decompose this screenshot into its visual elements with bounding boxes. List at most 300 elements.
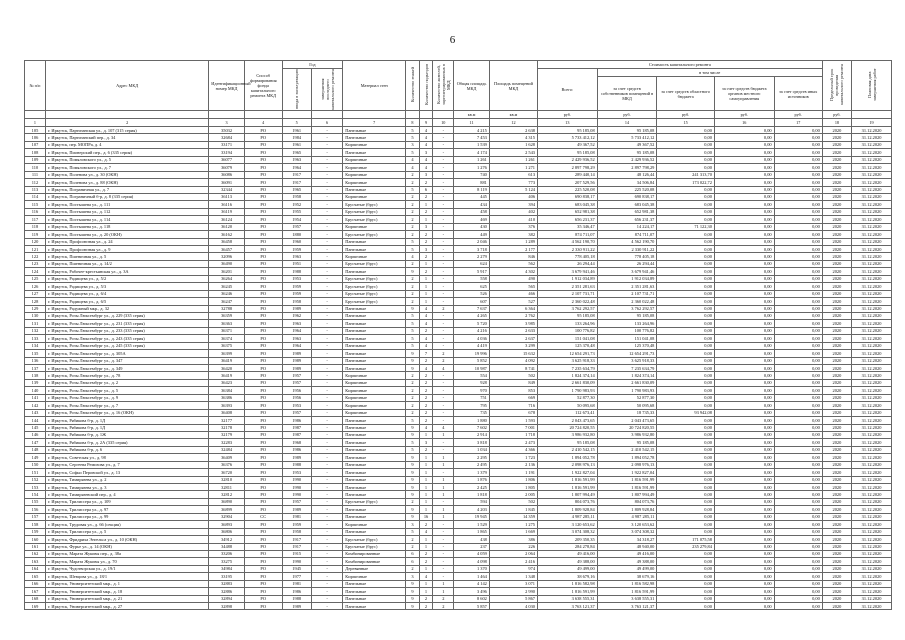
row-material: Панельные (343, 350, 406, 357)
table-row (25, 409, 892, 416)
row-material: Кирпичные (343, 379, 406, 386)
row-entrances: 1 (419, 469, 433, 476)
row-cost-local: 0,00 (714, 179, 774, 186)
row-method: РО (244, 223, 282, 230)
row-id: 36399 (209, 350, 245, 357)
row-cost-other: 0,00 (774, 298, 822, 305)
row-premises-area: 2 416 (489, 558, 537, 565)
header-method: Способ формирования фонда капитального ремонта МКД (244, 61, 282, 111)
row-premises-area: 2 762 (489, 312, 537, 319)
row-total-area: 1 261 (454, 156, 490, 163)
row-planned-date: 31.12.2020 (852, 439, 892, 446)
row-floors: 5 (406, 327, 420, 334)
column-number: 17 (774, 119, 822, 127)
column-number: 19 (852, 119, 892, 127)
row-year-completion: - (311, 595, 342, 602)
row-cost-regional: 0,00 (657, 268, 715, 275)
row-material: Панельные (343, 506, 406, 513)
row-year-completion: - (311, 491, 342, 498)
row-cost-local: 0,00 (714, 208, 774, 215)
row-year-completion: - (311, 528, 342, 535)
row-cost-other: 0,00 (774, 461, 822, 468)
row-max-year: 2020 (822, 179, 851, 186)
table-row (25, 342, 892, 349)
row-method: РО (244, 290, 282, 297)
row-planned-date: 31.12.2020 (852, 476, 892, 483)
row-premises-area: 386 (489, 536, 537, 543)
row-floors: 5 (406, 186, 420, 193)
header-cost-regional: за счет средств областного бюджета (657, 77, 715, 111)
row-floors: 5 (406, 335, 420, 342)
row-number: 140 (25, 387, 46, 394)
row-registered: - (433, 469, 454, 476)
row-number: 118 (25, 223, 46, 230)
unit-cost-local: руб. (714, 111, 774, 119)
row-cost-regional: 0,00 (657, 431, 715, 438)
row-cost-owners: 1 807 994,49 (597, 491, 657, 498)
row-cost-regional: 0,00 (657, 446, 715, 453)
row-cost-owners: 100 776,82 (597, 327, 657, 334)
row-total-area: 526 (454, 290, 490, 297)
row-id: 36363 (209, 320, 245, 327)
header-registered: Количество жителей, зарегистрированных в МКД (433, 61, 454, 111)
row-entrances: 1 (419, 298, 433, 305)
row-number: 160 (25, 536, 46, 543)
row-id: 36384 (209, 387, 245, 394)
row-planned-date: 31.12.2020 (852, 268, 892, 275)
row-cost-owners: 1 816 582,98 (597, 580, 657, 587)
row-cost-total: 1 816 591,99 (538, 484, 598, 491)
row-premises-area: 2 005 (489, 491, 537, 498)
row-cost-other: 0,00 (774, 260, 822, 267)
row-cost-local: 0,00 (714, 379, 774, 386)
row-entrances: 1 (419, 506, 433, 513)
row-registered: - (433, 283, 454, 290)
row-cost-regional: 171 075,58 (657, 536, 715, 543)
row-year-commission: 1956 (282, 387, 311, 394)
row-cost-regional: 0,00 (657, 506, 715, 513)
row-floors: 9 (406, 305, 420, 312)
row-cost-other: 0,00 (774, 417, 822, 424)
row-cost-regional: 0,00 (657, 275, 715, 282)
row-cost-local: 0,00 (714, 424, 774, 431)
row-method: РО (244, 595, 282, 602)
row-method: РО (244, 201, 282, 208)
row-method: РО (244, 134, 282, 141)
row-method: РО (244, 550, 282, 557)
row-entrances: 1 (419, 201, 433, 208)
row-cost-regional: 0,00 (657, 461, 715, 468)
row-material: Панельные (343, 603, 406, 610)
header-premises-area: Площадь помещений МКД (489, 61, 537, 111)
row-cost-owners: 48 126,44 (597, 171, 657, 178)
row-number: 115 (25, 201, 46, 208)
row-number: 105 (25, 127, 46, 134)
row-total-area: 4 216 (454, 327, 490, 334)
column-number: 14 (597, 119, 657, 127)
row-floors: 5 (406, 528, 420, 535)
row-id: 32904 (209, 513, 245, 520)
row-total-area: 430 (454, 223, 490, 230)
row-max-year: 2020 (822, 394, 851, 401)
row-registered: - (433, 320, 454, 327)
row-material: Панельные (343, 417, 406, 424)
row-cost-total: 1 816 591,99 (538, 476, 598, 483)
row-entrances: 1 (419, 454, 433, 461)
row-premises-area: 4 366 (489, 446, 537, 453)
row-year-completion: - (311, 394, 342, 401)
row-id: 36124 (209, 216, 245, 223)
row-registered: - (433, 141, 454, 148)
row-cost-total: 284 278,84 (538, 543, 598, 550)
row-premises-area: 527 (489, 298, 537, 305)
row-cost-other: 0,00 (774, 446, 822, 453)
row-id: 34984 (209, 565, 245, 572)
row-registered: - (433, 528, 454, 535)
row-cost-total: 50 095,68 (538, 402, 598, 409)
row-entrances: 4 (419, 312, 433, 319)
row-number: 127 (25, 290, 46, 297)
row-id: 32812 (209, 491, 245, 498)
row-max-year: 2020 (822, 417, 851, 424)
row-cost-local: 0,00 (714, 320, 774, 327)
row-year-commission: 1988 (282, 268, 311, 275)
row-year-commission: 1955 (282, 208, 311, 215)
row-registered: - (433, 409, 454, 416)
row-premises-area: 502 (489, 498, 537, 505)
row-method: РО (244, 246, 282, 253)
row-year-commission: 1989 (282, 603, 311, 610)
row-total-area: 5 852 (454, 357, 490, 364)
row-premises-area: 1 593 (489, 417, 537, 424)
row-material: Брусчатые (брус) (343, 201, 406, 208)
row-cost-other: 0,00 (774, 357, 822, 364)
row-cost-regional: 0,00 (657, 550, 715, 557)
row-max-year: 2020 (822, 409, 851, 416)
row-total-area: 1 529 (454, 521, 490, 528)
row-planned-date: 31.12.2020 (852, 171, 892, 178)
table-row (25, 476, 892, 483)
row-cost-owners: 1 816 591,99 (597, 588, 657, 595)
row-year-commission: 1989 (282, 506, 311, 513)
row-total-area: 434 (454, 201, 490, 208)
table-row (25, 603, 892, 610)
row-method: РО (244, 558, 282, 565)
row-number: 152 (25, 476, 46, 483)
row-year-commission: 1917 (282, 536, 311, 543)
row-id: 36119 (209, 208, 245, 215)
row-material: Панельные (343, 127, 406, 134)
row-premises-area: 15 632 (489, 350, 537, 357)
table-row (25, 424, 892, 431)
row-premises-area: 669 (489, 394, 537, 401)
row-material: Брусчатые (брус) (343, 231, 406, 238)
row-max-year: 2020 (822, 498, 851, 505)
row-premises-area: 14 359 (489, 513, 537, 520)
row-premises-area: 382 (489, 231, 537, 238)
row-number: 122 (25, 253, 46, 260)
table-row (25, 439, 892, 446)
row-year-commission: 1880 (282, 231, 311, 238)
row-method: РО (244, 342, 282, 349)
row-cost-other: 0,00 (774, 402, 822, 409)
row-total-area: 928 (454, 379, 490, 386)
header-address: Адрес МКД (45, 61, 208, 111)
row-cost-owners: 49 416,00 (597, 550, 657, 557)
row-max-year: 2020 (822, 424, 851, 431)
row-entrances: 6 (419, 186, 433, 193)
row-address: г. Иркутск, Марата Жуковы ул., д. 70 (45, 558, 208, 565)
row-number: 154 (25, 491, 46, 498)
row-year-completion: - (311, 417, 342, 424)
row-cost-owners: 3 120 653,62 (597, 521, 657, 528)
row-cost-other: 0,00 (774, 201, 822, 208)
table-row (25, 528, 892, 535)
row-floors: 3 (406, 141, 420, 148)
row-entrances: 1 (419, 580, 433, 587)
row-method: РО (244, 193, 282, 200)
row-registered: - (433, 246, 454, 253)
row-cost-local: 0,00 (714, 573, 774, 580)
row-cost-local: 0,00 (714, 149, 774, 156)
row-cost-regional: 0,00 (657, 417, 715, 424)
row-cost-owners: 2 351 281,63 (597, 283, 657, 290)
column-number: 4 (244, 119, 282, 127)
row-id: 36408 (209, 409, 245, 416)
column-number: 15 (657, 119, 715, 127)
row-address: г. Иркутск, Розы Люксембург ул., д. 78 (45, 372, 208, 379)
row-registered: - (433, 335, 454, 342)
row-planned-date: 31.12.2020 (852, 603, 892, 610)
row-year-commission: 1989 (282, 305, 311, 312)
row-planned-date: 31.12.2020 (852, 164, 892, 171)
row-material: Панельные (343, 335, 406, 342)
row-registered: - (433, 439, 454, 446)
row-number: 162 (25, 550, 46, 557)
header-year-group: Год (282, 61, 343, 69)
row-floors: 5 (406, 417, 420, 424)
row-number: 109 (25, 156, 46, 163)
row-material: Панельные (343, 327, 406, 334)
row-year-completion: - (311, 335, 342, 342)
row-premises-area: 1 628 (489, 141, 537, 148)
row-id: 36246 (209, 290, 245, 297)
row-method: РО (244, 127, 282, 134)
row-cost-local: 0,00 (714, 506, 774, 513)
row-max-year: 2020 (822, 603, 851, 610)
row-total-area: 2 495 (454, 461, 490, 468)
row-cost-total: 3 986 932,80 (538, 431, 598, 438)
row-year-completion: - (311, 550, 342, 557)
row-registered: - (433, 253, 454, 260)
row-id: 32179 (209, 431, 245, 438)
row-floors: 9 (406, 595, 420, 602)
row-cost-total: 151 041,08 (538, 335, 598, 342)
row-cost-owners: 7 235 634,79 (597, 365, 657, 372)
row-method: РО (244, 141, 282, 148)
row-total-area: 2 279 (454, 253, 490, 260)
row-planned-date: 31.12.2020 (852, 208, 892, 215)
row-year-commission: 1990 (282, 476, 311, 483)
row-max-year: 2020 (822, 550, 851, 557)
row-max-year: 2020 (822, 528, 851, 535)
row-address: г. Иркутск, Университетский мкр., д. 1 (45, 580, 208, 587)
row-id: 32788 (209, 305, 245, 312)
row-cost-other: 0,00 (774, 379, 822, 386)
row-total-area: 735 (454, 409, 490, 416)
row-floors: 2 (406, 372, 420, 379)
row-year-completion: - (311, 543, 342, 550)
row-premises-area: 613 (489, 171, 537, 178)
header-year-completion: завершения последнего капитального ремонта (311, 69, 342, 111)
row-address: г. Иркутск, Трудовая ул., д. 66 (секция) (45, 521, 208, 528)
row-method: РО (244, 439, 282, 446)
row-planned-date: 31.12.2020 (852, 550, 892, 557)
row-year-commission: 1957 (282, 498, 311, 505)
row-number: 153 (25, 484, 46, 491)
row-registered: - (433, 379, 454, 386)
row-material: Кирпичные (343, 164, 406, 171)
row-cost-other: 0,00 (774, 372, 822, 379)
row-max-year: 2020 (822, 573, 851, 580)
row-cost-owners: 18 735,33 (597, 409, 657, 416)
row-cost-local: 0,00 (714, 387, 774, 394)
row-year-completion: - (311, 201, 342, 208)
row-entrances: 4 (419, 424, 433, 431)
row-entrances: 2 (419, 603, 433, 610)
row-cost-local: 0,00 (714, 580, 774, 587)
row-max-year: 2020 (822, 491, 851, 498)
row-cost-total: 225 520,08 (538, 186, 598, 193)
table-row (25, 134, 892, 141)
row-cost-local: 0,00 (714, 275, 774, 282)
row-year-commission: 1953 (282, 469, 311, 476)
header-cost-group: Стоимость капитального ремонта (538, 61, 823, 69)
row-number: 111 (25, 171, 46, 178)
row-number: 120 (25, 238, 46, 245)
row-number: 161 (25, 543, 46, 550)
row-id: 36419 (209, 372, 245, 379)
header-entrances: Количество подъездов (419, 61, 433, 111)
row-planned-date: 31.12.2020 (852, 372, 892, 379)
row-cost-local: 0,00 (714, 268, 774, 275)
row-cost-other: 0,00 (774, 521, 822, 528)
table-row (25, 372, 892, 379)
row-cost-regional: 0,00 (657, 186, 715, 193)
row-number: 147 (25, 439, 46, 446)
row-material: Панельные (343, 312, 406, 319)
row-number: 156 (25, 506, 46, 513)
table-row (25, 253, 892, 260)
column-number: 6 (311, 119, 342, 127)
row-year-commission: 1990 (282, 558, 311, 565)
table-row (25, 290, 892, 297)
row-number: 166 (25, 580, 46, 587)
row-material: Кирпичные (343, 409, 406, 416)
row-year-commission: 1981 (282, 513, 311, 520)
row-entrances: 2 (419, 402, 433, 409)
row-premises-area: 716 (489, 402, 537, 409)
row-year-completion: - (311, 298, 342, 305)
row-planned-date: 31.12.2020 (852, 127, 892, 134)
row-entrances: 2 (419, 268, 433, 275)
row-method: РО (244, 149, 282, 156)
table-row (25, 298, 892, 305)
row-cost-owners: 2 107 731,71 (597, 290, 657, 297)
row-method: РО (244, 372, 282, 379)
row-cost-owners: 95 185,08 (597, 127, 657, 134)
row-cost-other: 0,00 (774, 469, 822, 476)
row-total-area: 625 (454, 283, 490, 290)
row-method: РО (244, 506, 282, 513)
row-cost-regional: 0,00 (657, 424, 715, 431)
row-cost-total: 289 440,14 (538, 171, 598, 178)
row-year-commission: 1957 (282, 372, 311, 379)
row-year-commission: 1958 (282, 528, 311, 535)
row-year-completion: - (311, 179, 342, 186)
row-material: Панельные (343, 149, 406, 156)
row-address: г. Иркутск, Рябикова б-р, д. 2А (335 серия) (45, 439, 208, 446)
row-max-year: 2020 (822, 134, 851, 141)
row-max-year: 2020 (822, 335, 851, 342)
row-max-year: 2020 (822, 521, 851, 528)
row-cost-regional: 0,00 (657, 573, 715, 580)
row-material: Панельные (343, 476, 406, 483)
row-cost-other: 0,00 (774, 484, 822, 491)
row-address: г. Иркутск, Помяловского ул., д. 5 (45, 156, 208, 163)
row-premises-area: 846 (489, 253, 537, 260)
row-cost-owners: 95 185,08 (597, 312, 657, 319)
row-max-year: 2020 (822, 372, 851, 379)
row-cost-local: 0,00 (714, 536, 774, 543)
column-number: 16 (714, 119, 774, 127)
row-number: 159 (25, 528, 46, 535)
row-method: РО (244, 424, 282, 431)
row-number: 113 (25, 186, 46, 193)
row-cost-owners: 683 045,38 (597, 201, 657, 208)
row-material: Брусчатые (брус) (343, 260, 406, 267)
row-cost-other: 0,00 (774, 573, 822, 580)
row-planned-date: 31.12.2020 (852, 484, 892, 491)
row-cost-other: 0,00 (774, 193, 822, 200)
row-year-commission: 1963 (282, 320, 311, 327)
row-year-completion: - (311, 149, 342, 156)
row-cost-other: 0,00 (774, 127, 822, 134)
row-floors: 3 (406, 521, 420, 528)
row-cost-regional: 0,00 (657, 305, 715, 312)
table-row (25, 498, 892, 505)
row-material: Комбинированные (343, 558, 406, 565)
row-entrances: 1 (419, 290, 433, 297)
row-max-year: 2020 (822, 588, 851, 595)
row-material: Панельные (343, 357, 406, 364)
row-year-commission: 1977 (282, 573, 311, 580)
row-id: 36120 (209, 223, 245, 230)
row-cost-total: 100 776,82 (538, 327, 598, 334)
row-cost-other: 0,00 (774, 283, 822, 290)
row-year-completion: - (311, 476, 342, 483)
row-method: РО (244, 327, 282, 334)
row-cost-total: 683 045,38 (538, 201, 598, 208)
row-id: 36077 (209, 156, 245, 163)
row-cost-regional: 0,00 (657, 513, 715, 520)
row-method: СС (244, 513, 282, 520)
row-premises-area: 853 (489, 387, 537, 394)
row-cost-local: 0,00 (714, 335, 774, 342)
row-registered: - (433, 394, 454, 401)
row-max-year: 2020 (822, 201, 851, 208)
row-max-year: 2020 (822, 127, 851, 134)
